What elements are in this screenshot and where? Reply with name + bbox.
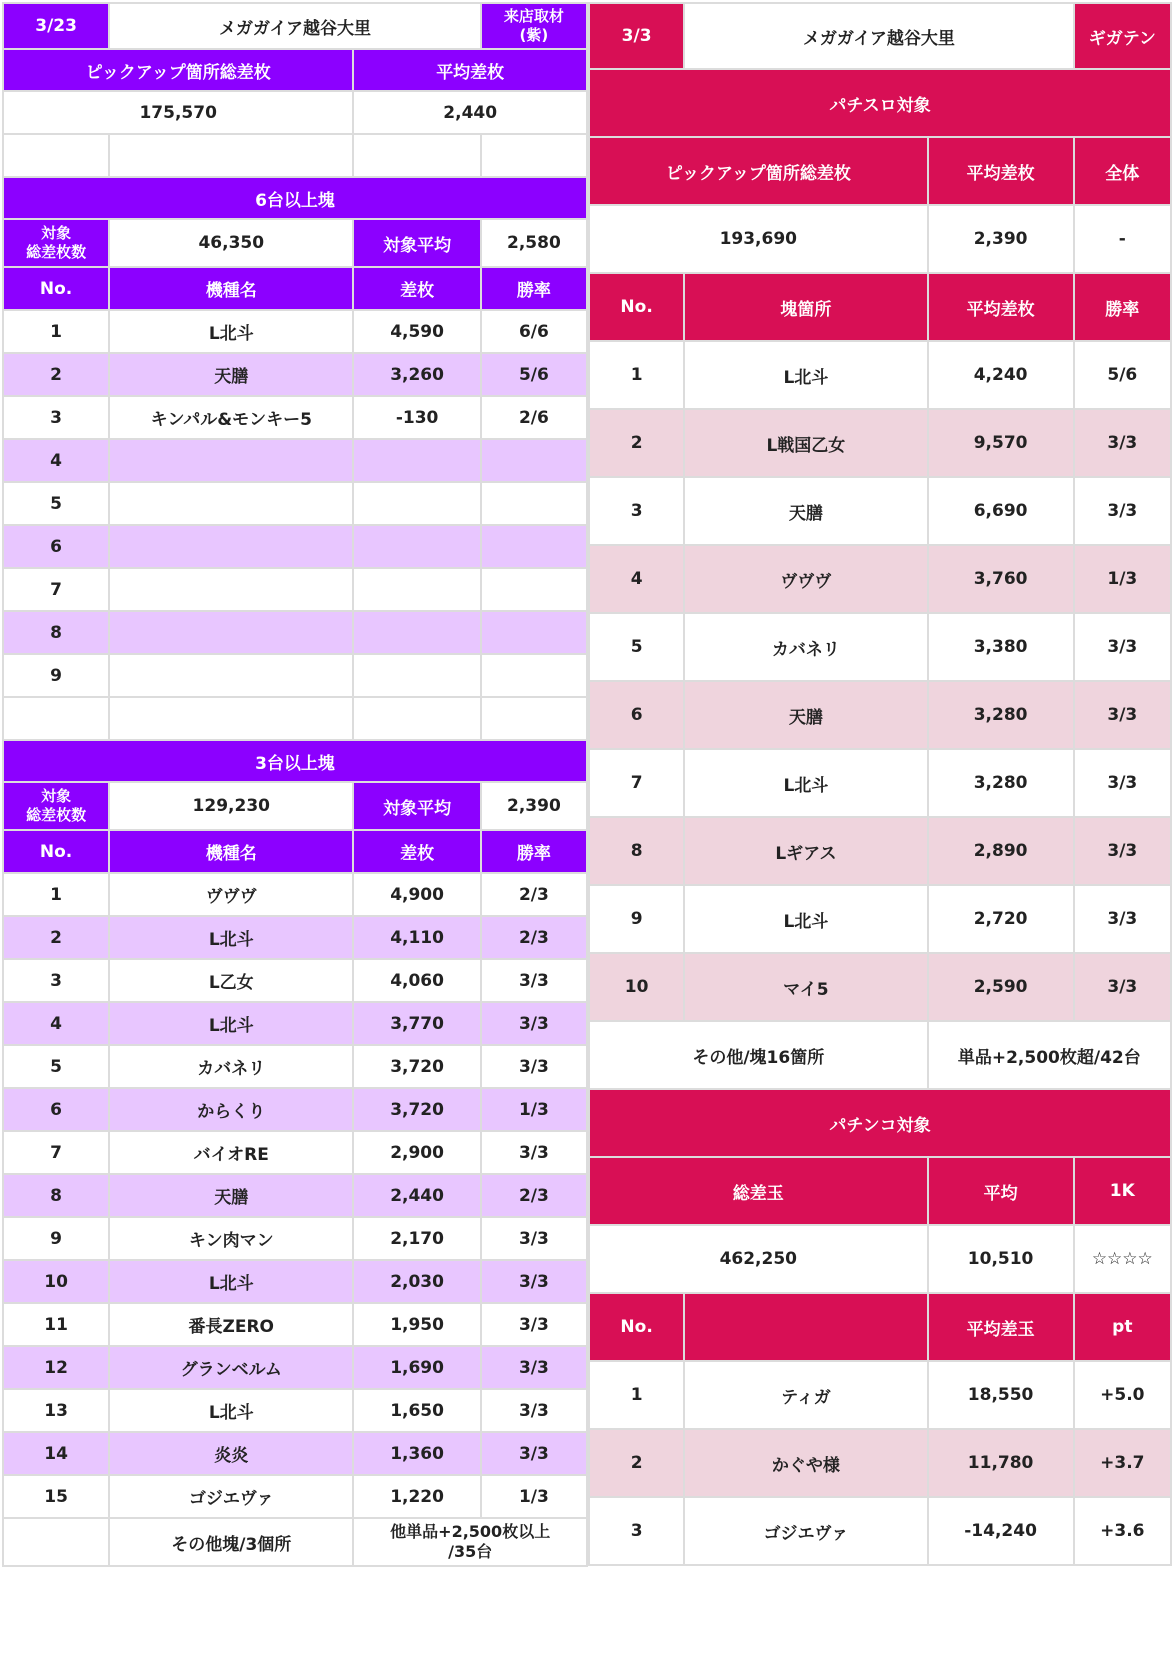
block6-col-no: No. <box>3 267 109 310</box>
block6-target-label: 対象 総差枚数 <box>3 219 109 267</box>
cell-diff: 2,030 <box>353 1260 480 1303</box>
cell-name: 天膳 <box>109 1174 353 1217</box>
cell-name <box>109 439 353 482</box>
cell-diff: 3,770 <box>353 1002 480 1045</box>
table-row <box>589 477 1171 545</box>
cell-name <box>109 654 353 697</box>
cell-name: L北斗 <box>109 1002 353 1045</box>
cell-diff: 3,760 <box>928 545 1074 613</box>
cell-win: 3/3 <box>1074 409 1171 477</box>
cell-no: 4 <box>3 1002 109 1045</box>
cell-no: 3 <box>589 477 684 545</box>
cell-win: 3/3 <box>481 1346 587 1389</box>
cell-no: 3 <box>3 959 109 1002</box>
block3-avg-value: 2,390 <box>481 782 587 830</box>
cell-diff <box>353 482 480 525</box>
cell-no: 4 <box>589 545 684 613</box>
cell-no: 7 <box>589 749 684 817</box>
cell-name: かぐや様 <box>684 1429 927 1497</box>
cell-name: Lギアス <box>684 817 927 885</box>
cell-win: 3/3 <box>481 1045 587 1088</box>
cell-no: 3 <box>589 1497 684 1565</box>
pachinko-col-diff: 平均差玉 <box>928 1293 1074 1361</box>
cell-name: 天膳 <box>684 477 927 545</box>
cell-win: 3/3 <box>481 1217 587 1260</box>
cell-diff: 4,590 <box>353 310 480 353</box>
cell-name: 天膳 <box>109 353 353 396</box>
cell-no: 7 <box>3 1131 109 1174</box>
table-row <box>589 953 1171 1021</box>
cell-no: 2 <box>589 409 684 477</box>
cell-win: 1/3 <box>481 1475 587 1518</box>
slot-header-avg: 平均差枚 <box>928 137 1074 205</box>
table-row <box>589 1429 1171 1497</box>
cell-name: バイオRE <box>109 1131 353 1174</box>
cell-win: 2/6 <box>481 396 587 439</box>
cell-diff: 3,280 <box>928 681 1074 749</box>
cell-name: 炎炎 <box>109 1432 353 1475</box>
table-row <box>3 396 587 439</box>
slot-all: - <box>1074 205 1171 273</box>
cell-name: キンパル&モンキー5 <box>109 396 353 439</box>
block3-col-win: 勝率 <box>481 830 587 873</box>
cell-no: 5 <box>589 613 684 681</box>
cell-diff <box>353 611 480 654</box>
left-visit-tag: 来店取材 (紫) <box>481 3 587 49</box>
cell-win: 3/3 <box>1074 953 1171 1021</box>
block3-col-no: No. <box>3 830 109 873</box>
block6-avg-label: 対象平均 <box>353 219 480 267</box>
table-row <box>3 654 587 697</box>
cell-win: 3/3 <box>1074 681 1171 749</box>
cell-diff: 3,720 <box>353 1045 480 1088</box>
slot-header-total: ピックアップ箇所総差枚 <box>589 137 928 205</box>
cell-win <box>481 525 587 568</box>
cell-diff: 3,380 <box>928 613 1074 681</box>
cell-no: 4 <box>3 439 109 482</box>
spacer-cell <box>353 134 480 177</box>
slot-footer-right: 単品+2,500枚超/42台 <box>928 1021 1171 1089</box>
spacer-cell <box>3 1518 109 1566</box>
cell-diff: 2,590 <box>928 953 1074 1021</box>
table-row <box>3 525 587 568</box>
cell-diff: 3,280 <box>928 749 1074 817</box>
cell-diff: 2,720 <box>928 885 1074 953</box>
cell-name: 天膳 <box>684 681 927 749</box>
cell-name: マイ5 <box>684 953 927 1021</box>
cell-win: 3/3 <box>481 959 587 1002</box>
slot-title: パチスロ対象 <box>589 69 1171 137</box>
table-row <box>3 1217 587 1260</box>
pachinko-col-name <box>684 1293 927 1361</box>
cell-no: 2 <box>3 353 109 396</box>
table-row <box>3 1002 587 1045</box>
cell-no: 14 <box>3 1432 109 1475</box>
cell-pt: +5.0 <box>1074 1361 1171 1429</box>
table-row <box>3 1346 587 1389</box>
cell-name <box>109 611 353 654</box>
table-row <box>3 1260 587 1303</box>
cell-no: 13 <box>3 1389 109 1432</box>
cell-name: L乙女 <box>109 959 353 1002</box>
cell-diff: 11,780 <box>928 1429 1074 1497</box>
left-date: 3/23 <box>3 3 109 49</box>
cell-diff: 9,570 <box>928 409 1074 477</box>
cell-win: 3/3 <box>481 1303 587 1346</box>
slot-total: 193,690 <box>589 205 928 273</box>
pachinko-total: 462,250 <box>589 1225 928 1293</box>
left-summary-total: 175,570 <box>3 91 353 134</box>
table-row <box>589 341 1171 409</box>
cell-win <box>481 568 587 611</box>
spacer-cell <box>3 134 109 177</box>
cell-no: 7 <box>3 568 109 611</box>
cell-name: L戦国乙女 <box>684 409 927 477</box>
slot-col-no: No. <box>589 273 684 341</box>
cell-win: 3/3 <box>1074 749 1171 817</box>
table-row <box>589 885 1171 953</box>
cell-diff: 1,650 <box>353 1389 480 1432</box>
table-row <box>3 1174 587 1217</box>
cell-no: 2 <box>589 1429 684 1497</box>
cell-diff <box>353 654 480 697</box>
table-row <box>3 1475 587 1518</box>
cell-name: L北斗 <box>684 885 927 953</box>
table-row <box>589 1361 1171 1429</box>
cell-name: ゴジエヴァ <box>684 1497 927 1565</box>
table-row <box>3 568 587 611</box>
table-row <box>589 409 1171 477</box>
table-row <box>589 817 1171 885</box>
block6-avg-value: 2,580 <box>481 219 587 267</box>
block3-target-label: 対象 総差枚数 <box>3 782 109 830</box>
cell-no: 9 <box>589 885 684 953</box>
cell-name <box>109 482 353 525</box>
pachinko-avg: 10,510 <box>928 1225 1074 1293</box>
pachinko-header-avg: 平均 <box>928 1157 1074 1225</box>
cell-diff: 1,220 <box>353 1475 480 1518</box>
slot-header-all: 全体 <box>1074 137 1171 205</box>
cell-no: 8 <box>589 817 684 885</box>
pachinko-col-no: No. <box>589 1293 684 1361</box>
slot-avg: 2,390 <box>928 205 1074 273</box>
spacer-cell <box>353 697 480 740</box>
cell-no: 6 <box>3 525 109 568</box>
cell-pt: +3.7 <box>1074 1429 1171 1497</box>
cell-win <box>481 654 587 697</box>
right-store-name: メガガイア越谷大里 <box>684 3 1073 69</box>
cell-win <box>481 611 587 654</box>
cell-name: L北斗 <box>109 916 353 959</box>
block3-footer-right: 他単品+2,500枚以上 /35台 <box>353 1518 587 1566</box>
cell-name: キン肉マン <box>109 1217 353 1260</box>
cell-win: 3/3 <box>1074 477 1171 545</box>
cell-diff: 4,060 <box>353 959 480 1002</box>
table-row <box>589 613 1171 681</box>
cell-win: 3/3 <box>481 1260 587 1303</box>
cell-name: カバネリ <box>109 1045 353 1088</box>
table-row <box>3 611 587 654</box>
spacer-cell <box>481 697 587 740</box>
right-tag: ギガテン <box>1074 3 1171 69</box>
cell-diff: 2,890 <box>928 817 1074 885</box>
block6-title: 6台以上塊 <box>3 177 587 219</box>
block6-col-name: 機種名 <box>109 267 353 310</box>
pachinko-header-1k: 1K <box>1074 1157 1171 1225</box>
cell-no: 8 <box>3 611 109 654</box>
cell-win: 2/3 <box>481 873 587 916</box>
slot-col-name: 塊箇所 <box>684 273 927 341</box>
cell-no: 10 <box>3 1260 109 1303</box>
cell-win <box>481 439 587 482</box>
cell-diff: 2,440 <box>353 1174 480 1217</box>
slot-footer-left: その他/塊16箇所 <box>589 1021 928 1089</box>
block3-target-total: 129,230 <box>109 782 353 830</box>
cell-name: L北斗 <box>109 310 353 353</box>
right-report-table <box>588 2 1172 1566</box>
cell-diff: 1,690 <box>353 1346 480 1389</box>
right-date: 3/3 <box>589 3 684 69</box>
cell-no: 6 <box>589 681 684 749</box>
cell-no: 9 <box>3 1217 109 1260</box>
cell-name <box>109 568 353 611</box>
cell-name: グランベルム <box>109 1346 353 1389</box>
cell-diff: 1,950 <box>353 1303 480 1346</box>
block6-target-total: 46,350 <box>109 219 353 267</box>
table-row <box>3 1131 587 1174</box>
table-row <box>3 1432 587 1475</box>
cell-diff: 4,900 <box>353 873 480 916</box>
cell-no: 5 <box>3 482 109 525</box>
cell-win: 2/3 <box>481 916 587 959</box>
cell-name: L北斗 <box>109 1260 353 1303</box>
cell-no: 1 <box>589 341 684 409</box>
table-row <box>3 873 587 916</box>
cell-win: 1/3 <box>481 1088 587 1131</box>
block6-col-diff: 差枚 <box>353 267 480 310</box>
block3-avg-label: 対象平均 <box>353 782 480 830</box>
cell-name: カバネリ <box>684 613 927 681</box>
cell-name: ティガ <box>684 1361 927 1429</box>
cell-name: ヴヴヴ <box>109 873 353 916</box>
table-row <box>589 681 1171 749</box>
spacer-cell <box>481 134 587 177</box>
left-report-table <box>2 2 588 1567</box>
pachinko-title: パチンコ対象 <box>589 1089 1171 1157</box>
cell-no: 15 <box>3 1475 109 1518</box>
table-row <box>3 1303 587 1346</box>
cell-diff: 4,110 <box>353 916 480 959</box>
left-store-name: メガガイア越谷大里 <box>109 3 481 49</box>
cell-diff: -130 <box>353 396 480 439</box>
cell-win: 1/3 <box>1074 545 1171 613</box>
block3-col-diff: 差枚 <box>353 830 480 873</box>
slot-col-win: 勝率 <box>1074 273 1171 341</box>
table-row <box>589 749 1171 817</box>
table-row <box>3 353 587 396</box>
cell-diff: 6,690 <box>928 477 1074 545</box>
cell-win <box>481 482 587 525</box>
cell-win: 3/3 <box>1074 817 1171 885</box>
table-row <box>3 1389 587 1432</box>
pachinko-col-pt: pt <box>1074 1293 1171 1361</box>
cell-no: 1 <box>3 873 109 916</box>
left-summary-avg: 2,440 <box>353 91 587 134</box>
table-row <box>3 916 587 959</box>
cell-no: 1 <box>589 1361 684 1429</box>
spacer-cell <box>109 697 353 740</box>
cell-pt: +3.6 <box>1074 1497 1171 1565</box>
cell-win: 3/3 <box>481 1432 587 1475</box>
cell-name: ヴヴヴ <box>684 545 927 613</box>
pachinko-1k-rating: ☆☆☆☆ <box>1074 1225 1171 1293</box>
block6-col-win: 勝率 <box>481 267 587 310</box>
spacer-cell <box>109 134 353 177</box>
cell-no: 9 <box>3 654 109 697</box>
cell-no: 8 <box>3 1174 109 1217</box>
cell-win: 3/3 <box>1074 885 1171 953</box>
cell-no: 11 <box>3 1303 109 1346</box>
slot-col-diff: 平均差枚 <box>928 273 1074 341</box>
cell-win: 5/6 <box>481 353 587 396</box>
cell-name: L北斗 <box>109 1389 353 1432</box>
block3-col-name: 機種名 <box>109 830 353 873</box>
cell-no: 5 <box>3 1045 109 1088</box>
block3-title: 3台以上塊 <box>3 740 587 782</box>
cell-diff <box>353 525 480 568</box>
cell-diff: 18,550 <box>928 1361 1074 1429</box>
table-row <box>3 310 587 353</box>
table-row <box>3 1088 587 1131</box>
table-row <box>3 482 587 525</box>
cell-win: 6/6 <box>481 310 587 353</box>
cell-name <box>109 525 353 568</box>
cell-name: からくり <box>109 1088 353 1131</box>
cell-diff: 1,360 <box>353 1432 480 1475</box>
cell-diff: 4,240 <box>928 341 1074 409</box>
cell-no: 10 <box>589 953 684 1021</box>
cell-name: 番長ZERO <box>109 1303 353 1346</box>
table-row <box>589 545 1171 613</box>
cell-win: 2/3 <box>481 1174 587 1217</box>
table-row <box>3 959 587 1002</box>
table-row <box>3 1045 587 1088</box>
cell-name: L北斗 <box>684 749 927 817</box>
cell-diff <box>353 439 480 482</box>
table-row <box>3 439 587 482</box>
cell-no: 2 <box>3 916 109 959</box>
cell-diff: 2,900 <box>353 1131 480 1174</box>
cell-win: 3/3 <box>1074 613 1171 681</box>
pachinko-header-total: 総差玉 <box>589 1157 928 1225</box>
cell-no: 3 <box>3 396 109 439</box>
cell-diff: 2,170 <box>353 1217 480 1260</box>
table-row <box>589 1497 1171 1565</box>
cell-name: ゴジエヴァ <box>109 1475 353 1518</box>
spacer-cell <box>3 697 109 740</box>
cell-name: L北斗 <box>684 341 927 409</box>
cell-win: 3/3 <box>481 1389 587 1432</box>
left-summary-header-avg: 平均差枚 <box>353 49 587 91</box>
cell-no: 12 <box>3 1346 109 1389</box>
cell-diff: 3,720 <box>353 1088 480 1131</box>
block3-footer-left: その他塊/3個所 <box>109 1518 353 1566</box>
cell-win: 3/3 <box>481 1002 587 1045</box>
cell-win: 3/3 <box>481 1131 587 1174</box>
cell-diff: -14,240 <box>928 1497 1074 1565</box>
cell-diff: 3,260 <box>353 353 480 396</box>
left-summary-header-total: ピックアップ箇所総差枚 <box>3 49 353 91</box>
cell-diff <box>353 568 480 611</box>
cell-no: 1 <box>3 310 109 353</box>
cell-win: 5/6 <box>1074 341 1171 409</box>
cell-no: 6 <box>3 1088 109 1131</box>
